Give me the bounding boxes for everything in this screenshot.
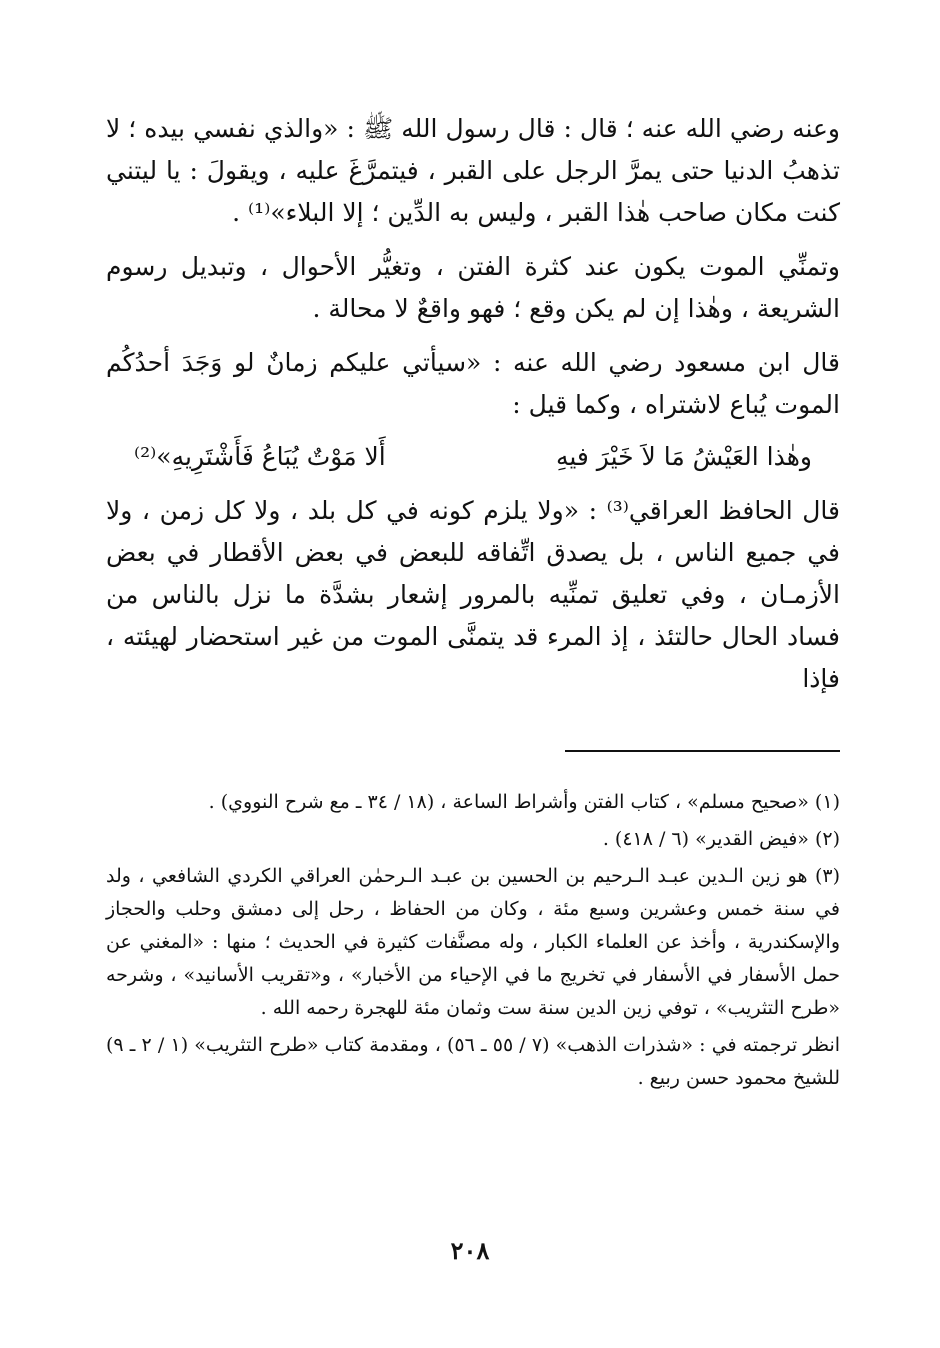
footnotes — [106, 786, 840, 1095]
paragraph-wishing-death: وتمنِّي الموت يكون عند كثرة الفتن ، وتغيُّر الأحوال ، وتبديل رسوم الشريعة ، وهٰذا إن لم يكن وقع ؛ فهو واقعٌ لا محالة . — [106, 252, 840, 323]
footnote-3: (٣) هو زين الـدين عبـد الـرحيم بن الحسين بن عبـد الـرحمٰن العراقي الكردي الشافعي ، ولد في سنة خمس وعشرين وسبع مئة ، وكان من الحفاظ ، رحل إلى دمشق وحلب والحجاز والإسكندرية ، وأخذ عن العلماء الكبار ، وله مصنَّفات كثيرة في الحديث ؛ منها : «المغني عن حمل الأسفار في الأسفار في تخريج ما في الإحياء من الأخبار» ، و«تقريب الأسانيد» ، وشرحه «طرح التثريب» ، توفي زين الدين سنة ست وثمان مئة للهجرة رحمه الله . — [106, 865, 840, 1019]
verse-first-hemistich: وهٰذا العَيْشُ مَا لاَ خَيْرَ فيهِ — [555, 442, 812, 471]
footnote-2: (٢) «فيض القدير» (٦ / ٤١٨) . — [602, 828, 840, 850]
page-number: ٢٠٨ — [450, 1236, 490, 1265]
footnote-1: (١) «صحيح مسلم» ، كتاب الفتن وأشراط الساعة ، (١٨ / ٣٤ ـ مع شرح النووي) . — [208, 791, 840, 813]
footnote-separator — [565, 750, 840, 752]
paragraph-hadith: وعنه رضي الله عنه ؛ قال : قال رسول الله ﷺ : «والذي نفسي بيده ؛ لا تذهبُ الدنيا حتى يمرَّ الرجل على القبر ، فيتمرَّغَ عليه ، ويقولَ : يا ليتني كنت مكان صاحب هٰذا القبر ، وليس به الدِّين ؛ إلا البلاء»⁽¹⁾ . — [106, 114, 840, 227]
verse-second-hemistich: أَلا مَوْتٌ يُبَاعُ فَأَشْتَرِيهِ»⁽²⁾ — [134, 442, 386, 471]
paragraph-ibn-masud: قال ابن مسعود رضي الله عنه : «سيأتي عليكم زمانٌ لو وَجَدَ أحدُكُم الموت يُباع لاشتراه ، وكما قيل : — [106, 348, 840, 419]
main-text — [106, 108, 840, 700]
poetry-verse — [134, 436, 812, 478]
footnote-3-references: انظر ترجمته في : «شذرات الذهب» (٧ / ٥٥ ـ ٥٦) ، ومقدمة كتاب «طرح التثريب» (١ / ٢ ـ ٩) للشيخ محمود حسن ربيع . — [106, 1034, 841, 1089]
paragraph-al-iraqi: قال الحافظ العراقي⁽³⁾ : «ولا يلزم كونه في كل بلد ، ولا كل زمن ، ولا في جميع الناس ، بل يصدق اتِّفاقه للبعض في بعض الأقطار في بعض الأزمـان ، وفي تعليق تمنِّيه بالمرور إشعار بشدَّة ما نزل بالناس من فساد الحال حالتئذ ، إذ المرء قد يتمنَّى الموت من غير استحضار لهيئته ، فإذا — [106, 496, 840, 693]
